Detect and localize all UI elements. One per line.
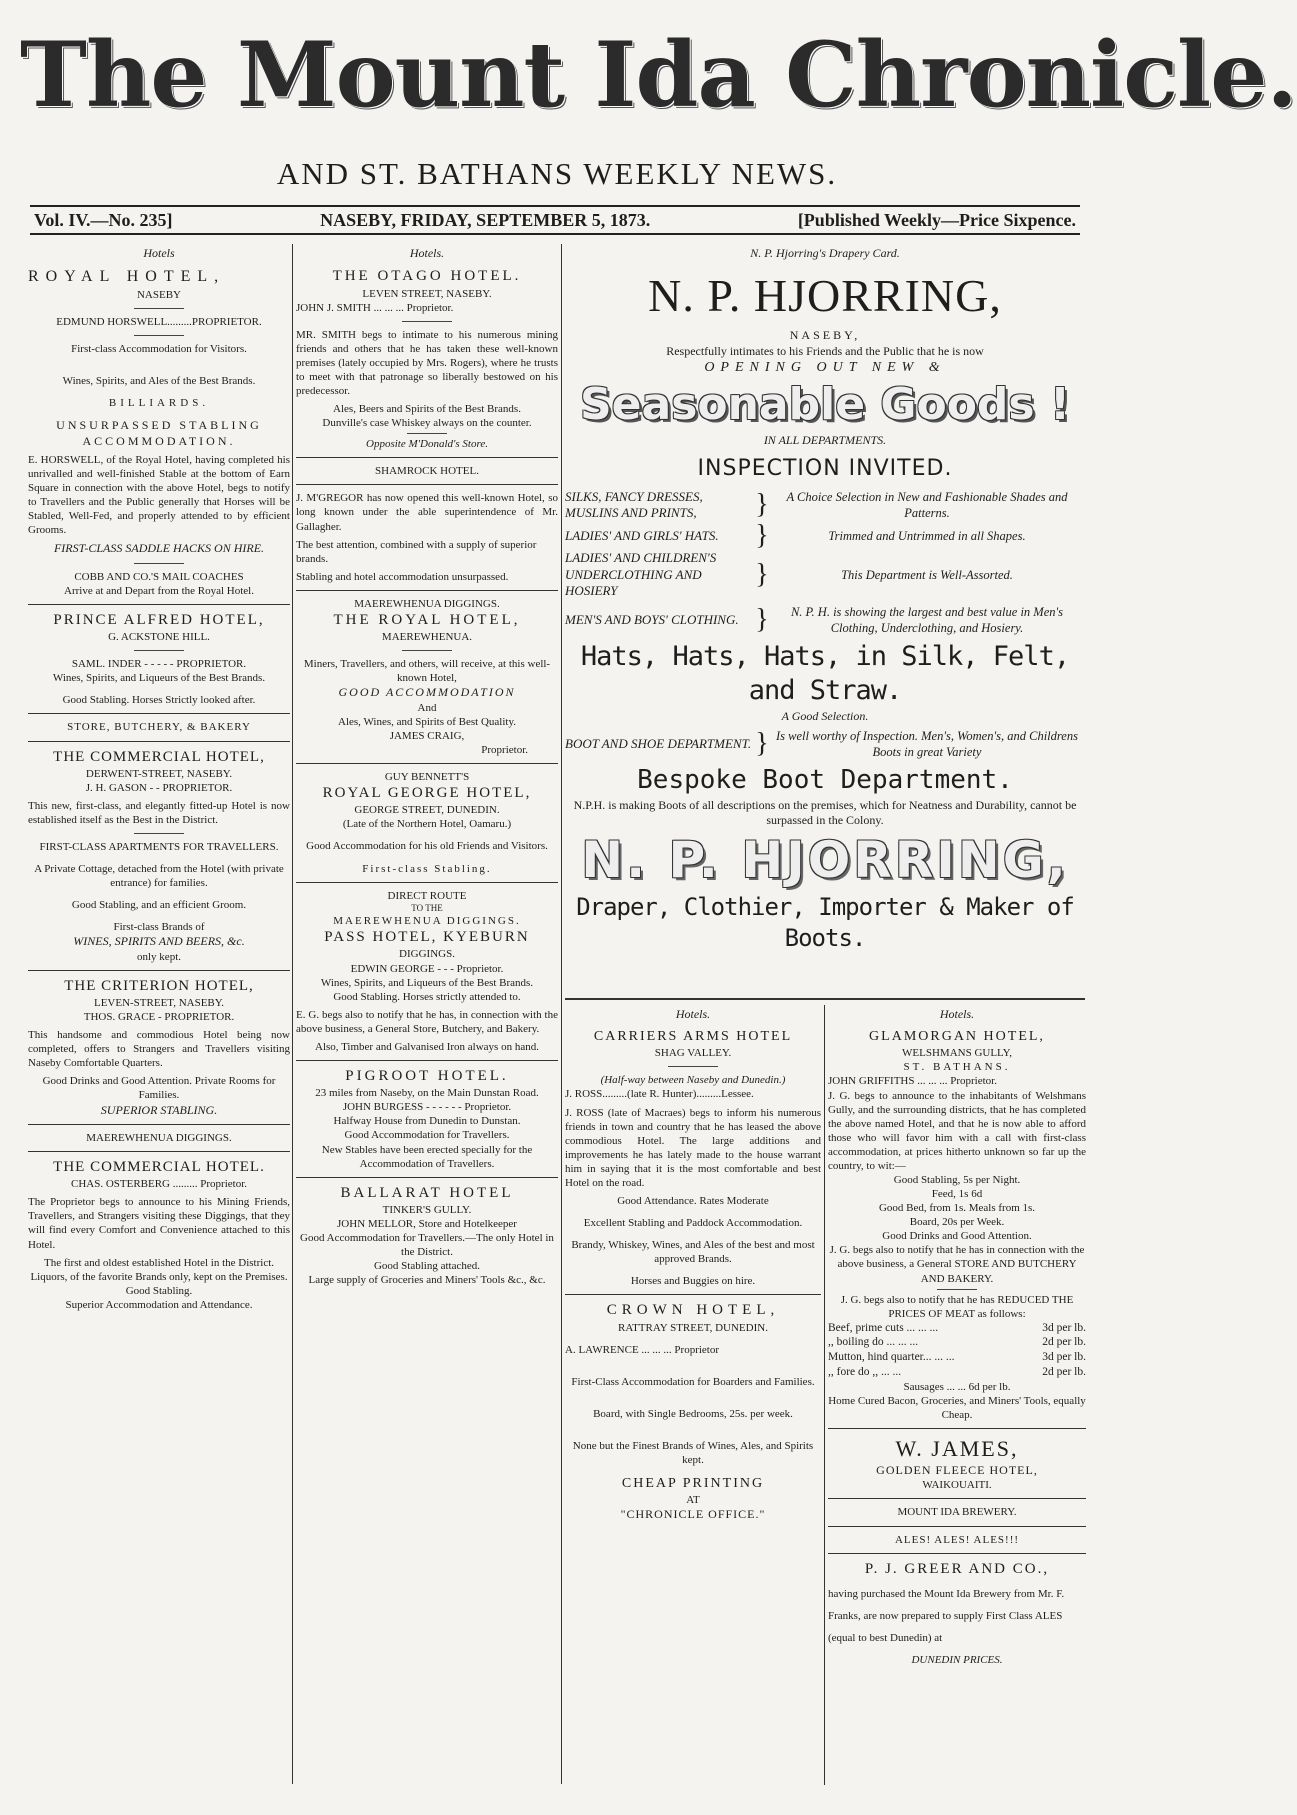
ad-title: CARRIERS ARMS HOTEL <box>593 1029 793 1045</box>
ad-title: ROYAL GEORGE HOTEL, <box>322 785 532 802</box>
dateline-bar <box>30 205 1080 235</box>
ad-headline: Draper, Clothier, Importer & Maker of Boots. <box>576 893 1074 952</box>
price-value: 3d per lb. <box>1042 1351 1086 1364</box>
ad-place: ST. BATHANS. <box>903 1061 1011 1074</box>
ad-text: SUPERIOR STABLING. <box>100 1102 218 1117</box>
ad-text: None but the Finest Brands of Wines, Ales, and Spirits kept. <box>572 1439 814 1466</box>
ad-place: WELSHMANS GULLY, <box>902 1047 1012 1060</box>
ad-place: 23 miles from Naseby, on the Main Dunstan Road. <box>315 1087 539 1100</box>
ad-text: Sausages ... ... 6d per lb. <box>903 1380 1011 1393</box>
ad-text: A Private Cottage, detached from the Hotel (with private entrance) for families. <box>34 863 284 890</box>
ad-proprietor: J. ROSS.........(late R. Hunter).........Lessee. <box>565 1088 754 1101</box>
ad-title: P. J. GREER AND CO., <box>864 1560 1050 1577</box>
price-item: ,, boiling do ... ... ... <box>828 1336 919 1349</box>
ad-title: THE OTAGO HOTEL. <box>332 268 522 285</box>
department-name: BOOT AND SHOE DEPARTMENT. <box>565 735 752 751</box>
ad-text: WINES, SPIRITS AND BEERS, &c. <box>73 934 245 949</box>
ad-title: W. JAMES, <box>895 1435 1019 1461</box>
department-note: Is well worthy of Inspection. Men's, Women's, and Childrens Boots in great Variety <box>776 729 1078 760</box>
column-1 <box>28 244 290 1785</box>
ad-text: only kept. <box>137 950 181 963</box>
ad-text: ALES! ALES! ALES!!! <box>894 1533 1020 1546</box>
meat-price-list <box>828 1321 1086 1380</box>
ad-text: New Stables have been erected specially for the Accommodation of Travellers. <box>321 1143 533 1170</box>
ad-text: Board, 20s per Week. <box>909 1216 1005 1229</box>
ad-proprietor: EDMUND HORSWELL.........PROPRIETOR. <box>56 315 262 328</box>
department-name: LADIES' AND CHILDREN'S UNDERCLOTHING AND HOSIERY <box>565 549 717 599</box>
department-row: LADIES' AND CHILDREN'S UNDERCLOTHING AND HOSIERY } This Department is Well-Assorted. <box>565 550 1085 600</box>
ad-place: DERWENT-STREET, NASEBY. <box>85 767 233 780</box>
section-header: Hotels. <box>409 246 445 260</box>
price-value: 2d per lb. <box>1042 1365 1086 1378</box>
ad-text: Halfway House from Dunedin to Dunstan. <box>333 1115 521 1128</box>
department-row: MEN'S AND BOYS' CLOTHING. } N. P. H. is showing the largest and best value in Men's Clothing, Underclothing, and Hosiery. <box>565 604 1085 636</box>
ad-text: Proprietor. <box>481 743 528 756</box>
ad-place: TINKER'S GULLY. <box>382 1203 472 1216</box>
ad-headline: Bespoke Boot Department. <box>637 765 1013 796</box>
ad-text: IN ALL DEPARTMENTS. <box>763 433 887 448</box>
ad-text: DIRECT ROUTE <box>387 889 467 902</box>
column-2 <box>296 244 558 1785</box>
ad-proprietor: JOHN BURGESS - - - - - - Proprietor. <box>342 1101 512 1114</box>
ad-title: CROWN HOTEL, <box>606 1302 780 1319</box>
volume-number: Vol. IV.—No. 235] <box>34 209 173 230</box>
department-name: MEN'S AND BOYS' CLOTHING. <box>565 611 739 627</box>
ad-text: GUY BENNETT'S <box>384 771 470 784</box>
ad-text: GOLDEN FLEECE HOTEL, <box>876 1463 1038 1478</box>
ad-proprietor: JOHN J. SMITH ... ... ... Proprietor. <box>296 301 454 314</box>
ad-text: Good Drinks and Good Attention. <box>882 1230 1032 1243</box>
ad-title: THE ROYAL HOTEL, <box>333 611 521 628</box>
price-item: Mutton, hind quarter... ... ... <box>828 1351 955 1364</box>
ad-text: Dunville's case Whiskey always on the counter. <box>322 417 532 430</box>
ad-proprietor: JOHN GRIFFITHS ... ... ... Proprietor. <box>828 1075 997 1088</box>
ad-text: TO THE <box>411 902 443 913</box>
ad-title: PASS HOTEL, KYEBURN <box>324 929 530 946</box>
ad-text: J. G. begs also to notify that he has in connection with the above business, a General STORE AND BUTCHERY AND BAKERY. <box>829 1244 1085 1285</box>
ad-body: having purchased the Mount Ida Brewery from Mr. F. Franks, are now prepared to supply First Class ALES (equal to best Dunedin) at <box>828 1587 1065 1644</box>
ad-text: JAMES CRAIG, <box>389 729 465 742</box>
ad-text: (Half-way between Naseby and Dunedin.) <box>600 1074 786 1087</box>
department-row: LADIES' AND GIRLS' HATS. } Trimmed and Untrimmed in all Shapes. <box>565 526 1085 546</box>
price-row <box>828 1365 1086 1380</box>
ad-title: ROYAL HOTEL, <box>28 268 226 286</box>
ad-text: UNSURPASSED STABLING ACCOMMODATION. <box>56 418 262 448</box>
ad-text: Good Bed, from 1s. Meals from 1s. <box>878 1202 1036 1215</box>
ad-body: J. M'GREGOR has now opened this well-known Hotel, so long known under the able superintendence of Mr. Gallagher. <box>296 492 558 533</box>
column-rule <box>561 244 562 1784</box>
ad-text: "CHRONICLE OFFICE." <box>620 1507 766 1521</box>
ad-proprietor: JOHN MELLOR, Store and Hotelkeeper <box>337 1217 517 1230</box>
ad-text: (Late of the Northern Hotel, Oamaru.) <box>342 818 512 831</box>
ad-text: Wines, Spirits, and Liqueurs of the Best Brands. <box>52 672 266 685</box>
ad-text: Feed, 1s 6d <box>931 1188 983 1201</box>
ad-text: Opposite M'Donald's Store. <box>366 438 488 451</box>
ad-text: Wines, Spirits, and Ales of the Best Brands. <box>62 375 256 388</box>
price-row <box>828 1335 1086 1350</box>
ad-title: GLAMORGAN HOTEL, <box>869 1029 1045 1045</box>
ad-text: Good Drinks and Good Attention. Private Rooms for Families. <box>42 1075 276 1102</box>
price-row <box>828 1321 1086 1336</box>
ad-body: J. ROSS (late of Macraes) begs to inform his numerous friends in town and country that he has leased the above commodious Hotel. The large additions and improvements he has lately made to the house warrant him in saying that it is the most comfortable and best Hotel on the road. <box>565 1106 821 1189</box>
ad-text: Good Stabling. Horses Strictly looked after. <box>62 694 256 707</box>
ad-place: G. ACKSTONE HILL. <box>108 631 210 644</box>
department-name: SILKS, FANCY DRESSES, MUSLINS AND PRINTS, <box>565 488 703 521</box>
ad-body: The Proprietor begs to announce to his Mining Friends, Travellers, and Strangers visiting these Diggings, that they will find every Comfort and Convenience attached to this Hotel. <box>28 1196 290 1251</box>
section-header: Hotels. <box>675 1007 711 1021</box>
ad-proprietor: THOS. GRACE - PROPRIETOR. <box>83 1011 235 1024</box>
ad-title: THE COMMERCIAL HOTEL. <box>53 1159 265 1175</box>
ad-text: Liquors, of the favorite Brands only, kept on the Premises. Good Stabling. <box>30 1270 288 1297</box>
ad-body: This new, first-class, and elegantly fitted-up Hotel is now established itself as the Best in the District. <box>28 799 290 826</box>
price-item: ,, fore do ,, ... ... <box>828 1365 902 1378</box>
ad-headline: Hats, Hats, Hats, in Silk, Felt, and Straw. <box>580 640 1070 707</box>
ad-body: MR. SMITH begs to intimate to his numerous mining friends and others that he has taken these well-known premises (lately occupied by Mrs. Rogers), where he trusts to meet with that patronage so liberally bestowed on his predecessor. <box>296 328 558 398</box>
ad-place: GEORGE STREET, DUNEDIN. <box>354 804 500 817</box>
ad-place: NASEBY <box>136 288 181 301</box>
ad-body: N.P.H. is making Boots of all descriptions on the premises, which for Neatness and Durability, cannot be surpassed in the Colony. <box>573 797 1077 827</box>
ad-text: Large supply of Groceries and Miners' Tools &c., &c. <box>308 1274 546 1287</box>
ad-place: MAEREWHENUA. <box>381 631 473 644</box>
ad-proprietor: CHAS. OSTERBERG ......... Proprietor. <box>70 1178 247 1191</box>
column-3a <box>565 1005 821 1785</box>
ad-proprietor: A. LAWRENCE ... ... ... Proprietor <box>565 1343 720 1356</box>
ad-text: Excellent Stabling and Paddock Accommodation. <box>583 1217 803 1230</box>
ad-text: Good Stabling, 5s per Night. <box>893 1173 1021 1186</box>
price-item: Beef, prime cuts ... ... ... <box>828 1321 939 1334</box>
ad-headline: N. P. HJORRING, <box>581 831 1069 890</box>
ad-title: THE CRITERION HOTEL, <box>64 977 254 994</box>
ad-text: E. G. begs also to notify that he has, in connection with the above business, a General Store, Butchery, and Bakery. <box>296 1008 558 1035</box>
ad-text: Good Accommodation for Travellers.—The only Hotel in the District. <box>300 1232 554 1259</box>
ad-text: Brandy, Whiskey, Wines, and Ales of the best and most approved Brands. <box>571 1239 815 1266</box>
ad-text: AT <box>686 1493 700 1506</box>
ad-text: OPENING OUT NEW & <box>704 359 946 375</box>
ad-text: Arrive at and Depart from the Royal Hotel. <box>64 584 254 597</box>
ad-text: First-class Brands of <box>113 921 205 934</box>
column-rule <box>824 1005 825 1785</box>
column-rule <box>292 244 293 1784</box>
ad-place: LEVEN-STREET, NASEBY. <box>93 997 225 1010</box>
section-header: Hotels <box>143 246 175 260</box>
ad-text: Ales, Wines, and Spirits of Best Quality. <box>338 715 516 728</box>
department-note: This Department is Well-Assorted. <box>841 567 1013 582</box>
ad-text: FIRST-CLASS APARTMENTS FOR TRAVELLERS. <box>39 841 279 853</box>
ad-proprietor: J. H. GASON - - PROPRIETOR. <box>85 781 233 794</box>
ad-title: THE COMMERCIAL HOTEL, <box>53 748 265 765</box>
issue-date: NASEBY, FRIDAY, SEPTEMBER 5, 1873. <box>320 209 651 230</box>
ad-text: Good Attendance. Rates Moderate <box>617 1194 769 1207</box>
ad-text: Wines, Spirits, and Liqueurs of the Best Brands. <box>320 976 534 989</box>
ad-text: GOOD ACCOMMODATION <box>338 685 516 700</box>
ad-headline: INSPECTION INVITED. <box>697 455 953 481</box>
ad-place: RATTRAY STREET, DUNEDIN. <box>618 1321 768 1334</box>
ad-body: This handsome and commodious Hotel being now completed, offers to Strangers and Travellers visiting Naseby Comfortable Quarters. <box>28 1029 290 1070</box>
ad-title: PIGROOT HOTEL. <box>345 1068 509 1085</box>
ad-body: J. G. begs to announce to the inhabitants of Welshmans Gully, and the surrounding districts, that he has completed the above named Hotel, and that he is now able to afford those who will favor him with a call with first-class accommodation, at prices hitherto unknown so far up the country, to wit:— <box>828 1089 1086 1172</box>
ad-text: Good Accommodation for Travellers. <box>344 1129 510 1142</box>
ad-title: MOUNT IDA BREWERY. <box>897 1506 1017 1519</box>
ad-proprietor: SAML. INDER - - - - - PROPRIETOR. <box>71 658 247 671</box>
ad-place: LEVEN STREET, NASEBY. <box>362 287 492 300</box>
ad-text: Respectfully intimates to his Friends and the Public that he is now <box>666 343 984 358</box>
price-value: 3d per lb. <box>1042 1321 1086 1334</box>
ad-text: Horses and Buggies on hire. <box>630 1275 756 1288</box>
ad-text: Good Stabling, and an efficient Groom. <box>71 899 247 912</box>
ad-text: Stabling and hotel accommodation unsurpassed. <box>296 570 509 583</box>
department-note: Trimmed and Untrimmed in all Shapes. <box>828 528 1026 543</box>
ad-text: Good Stabling attached. <box>373 1260 480 1273</box>
column-3b <box>828 1005 1086 1785</box>
ad-text: DUNEDIN PRICES. <box>911 1653 1003 1666</box>
section-header: Hotels. <box>939 1007 975 1021</box>
price-row <box>828 1350 1086 1365</box>
department-name: LADIES' AND GIRLS' HATS. <box>565 527 719 543</box>
ad-text: MAEREWHENUA DIGGINGS. <box>354 597 500 610</box>
ad-body: Miners, Travellers, and others, will receive, at this well-known Hotel, <box>303 658 551 685</box>
ad-text: Good Stabling. Horses strictly attended to. <box>333 990 521 1003</box>
ad-text: The first and oldest established Hotel in the District. <box>43 1256 275 1269</box>
ad-text: MAEREWHENUA DIGGINGS. <box>333 915 521 928</box>
masthead-subtitle: AND ST. BATHANS WEEKLY NEWS. <box>276 156 838 191</box>
drapery-advert <box>565 244 1085 994</box>
department-list <box>565 489 1085 636</box>
ad-text: First-Class Accommodation for Boarders and Families. <box>571 1375 815 1388</box>
ad-body: E. HORSWELL, of the Royal Hotel, having completed his unrivalled and well-finished Stable at the bottom of Earn Square in connection with the above Hotel, begs to notify to Travellers and the Public generally that Horses will be Stabled, Well-Fed, and properly attended to by efficient Grooms. <box>28 453 290 537</box>
ad-title: PRINCE ALFRED HOTEL, <box>53 611 265 628</box>
section-rule <box>565 998 1085 1000</box>
ad-text: BILLIARDS. <box>108 397 210 410</box>
department-note: A Choice Selection in New and Fashionable Shades and Patterns. <box>786 490 1068 521</box>
ad-text: Also, Timber and Galvanised Iron always on hand. <box>315 1040 539 1053</box>
ad-text: The best attention, combined with a supply of superior brands. <box>296 538 537 565</box>
ad-text: Home Cured Bacon, Groceries, and Miners' Tools, equally Cheap. <box>828 1394 1086 1421</box>
ad-text: A Good Selection. <box>781 708 869 723</box>
ad-text: COBB AND CO.'S MAIL COACHES <box>74 570 244 583</box>
ad-headline: Seasonable Goods ! <box>579 378 1071 430</box>
ad-proprietor: EDWIN GEORGE - - - Proprietor. <box>350 962 504 975</box>
ad-title: SHAMROCK HOTEL. <box>375 465 479 478</box>
ad-text: First-class Stabling. <box>362 862 492 875</box>
ad-title: CHEAP PRINTING <box>621 1476 765 1492</box>
ad-place: DIGGINGS. <box>399 948 455 961</box>
department-row: SILKS, FANCY DRESSES, MUSLINS AND PRINTS, } A Choice Selection in New and Fashionable Shades and Patterns. <box>565 489 1085 522</box>
ad-text: And <box>417 701 437 714</box>
ad-text: J. G. begs also to notify that he has REDUCED THE PRICES OF MEAT as follows: <box>840 1293 1074 1320</box>
department-note: N. P. H. is showing the largest and best value in Men's Clothing, Underclothing, and Hosiery. <box>790 604 1064 635</box>
issue-price: [Published Weekly—Price Sixpence. <box>797 209 1076 230</box>
ad-place: SHAG VALLEY. <box>654 1047 732 1060</box>
ad-text: Board, with Single Bedrooms, 25s. per week. <box>593 1407 793 1420</box>
ad-place: WAIKOUAITI. <box>922 1479 992 1492</box>
ad-text: First-class Accommodation for Visitors. <box>71 342 247 355</box>
ad-text: MAEREWHENUA DIGGINGS. <box>86 1131 232 1144</box>
ad-text: FIRST-CLASS SADDLE HACKS ON HIRE. <box>53 541 265 556</box>
ad-title: BALLARAT HOTEL <box>340 1184 514 1201</box>
section-header: N. P. Hjorring's Drapery Card. <box>750 246 900 260</box>
ad-text: Good Accommodation for his old Friends and Visitors. <box>306 840 548 853</box>
price-value: 2d per lb. <box>1042 1336 1086 1349</box>
ad-title: N. P. HJORRING, <box>648 270 1002 322</box>
department-row: BOOT AND SHOE DEPARTMENT. } Is well worthy of Inspection. Men's, Women's, and Childrens Boots in great Variety <box>565 728 1085 760</box>
ad-text: Superior Accommodation and Attendance. <box>65 1298 253 1311</box>
ad-place: NASEBY, <box>789 328 861 343</box>
ad-text: Ales, Beers and Spirits of the Best Brands. <box>333 403 521 416</box>
masthead-title: The Mount Ida Chronicle. <box>20 22 1297 128</box>
ad-text: STORE, BUTCHERY, & BAKERY <box>67 721 251 734</box>
